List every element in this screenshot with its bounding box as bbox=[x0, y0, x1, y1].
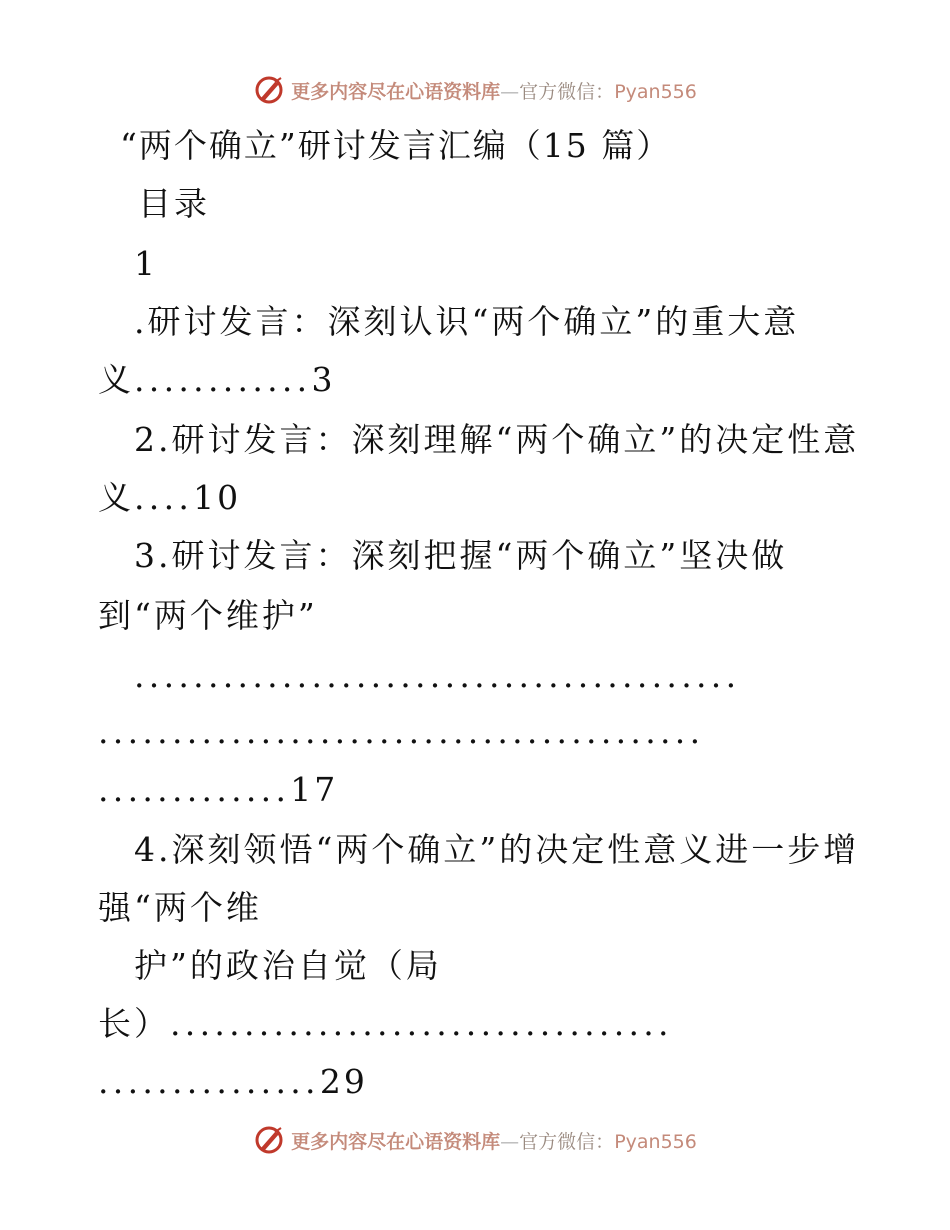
watermark-banner-top bbox=[0, 70, 950, 110]
toc-entry-2-page: 10 bbox=[193, 478, 242, 517]
toc-entry-3-page: 17 bbox=[290, 770, 339, 809]
toc-entry-3-leader-end bbox=[98, 770, 338, 810]
dot-leader: ............... bbox=[98, 1062, 320, 1101]
dot-leader: ......................................... bbox=[98, 712, 705, 751]
dot-leader: .... bbox=[134, 478, 194, 517]
toc-entry-1-title: .研讨发言：深刻认识“两个确立”的重大意 bbox=[134, 302, 800, 341]
document-title: “两个确立”研讨发言汇编（15 篇） bbox=[120, 126, 672, 165]
toc-entry-3-title: 3.研讨发言：深刻把握“两个确立”坚决做 bbox=[134, 536, 788, 575]
watermark-text: 更多内容尽在心语资料库—官方微信：Pyan556 bbox=[291, 1130, 697, 1153]
toc-entry-4-title-cont-2: 护”的政治自觉（局 bbox=[134, 946, 442, 985]
quill-logo-icon bbox=[253, 74, 285, 106]
toc-entry-1-number: 1 bbox=[134, 244, 158, 283]
toc-entry-1-page: 3 bbox=[311, 360, 336, 399]
toc-entry-2-title-cont: 义....10 bbox=[98, 478, 242, 517]
dot-leader: .................................. bbox=[170, 1004, 673, 1043]
toc-entry-4-title-cont: 强“两个维 bbox=[98, 888, 262, 927]
toc-entry-4-leader-end bbox=[98, 1062, 368, 1102]
dot-leader: ............. bbox=[98, 770, 291, 809]
watermark-text: 更多内容尽在心语资料库—官方微信：Pyan556 bbox=[291, 80, 697, 103]
toc-heading: 目录 bbox=[138, 184, 210, 223]
dot-leader: ......................................... bbox=[134, 656, 741, 695]
toc-entry-4-title-cont-3: 长）.................................. bbox=[98, 1004, 673, 1043]
toc-entry-2-title: 2.研讨发言：深刻理解“两个确立”的决定性意 bbox=[134, 420, 860, 459]
toc-entry-1-title-cont: 义............3 bbox=[98, 360, 336, 399]
quill-logo-icon bbox=[253, 1124, 285, 1156]
toc-entry-4-title: 4.深刻领悟“两个确立”的决定性意义进一步增 bbox=[134, 830, 860, 869]
dot-leader: ............ bbox=[134, 360, 312, 399]
toc-entry-3-title-cont: 到“两个维护” bbox=[98, 596, 318, 635]
watermark-banner-bottom bbox=[0, 1120, 950, 1160]
toc-entry-4-page: 29 bbox=[319, 1062, 368, 1101]
